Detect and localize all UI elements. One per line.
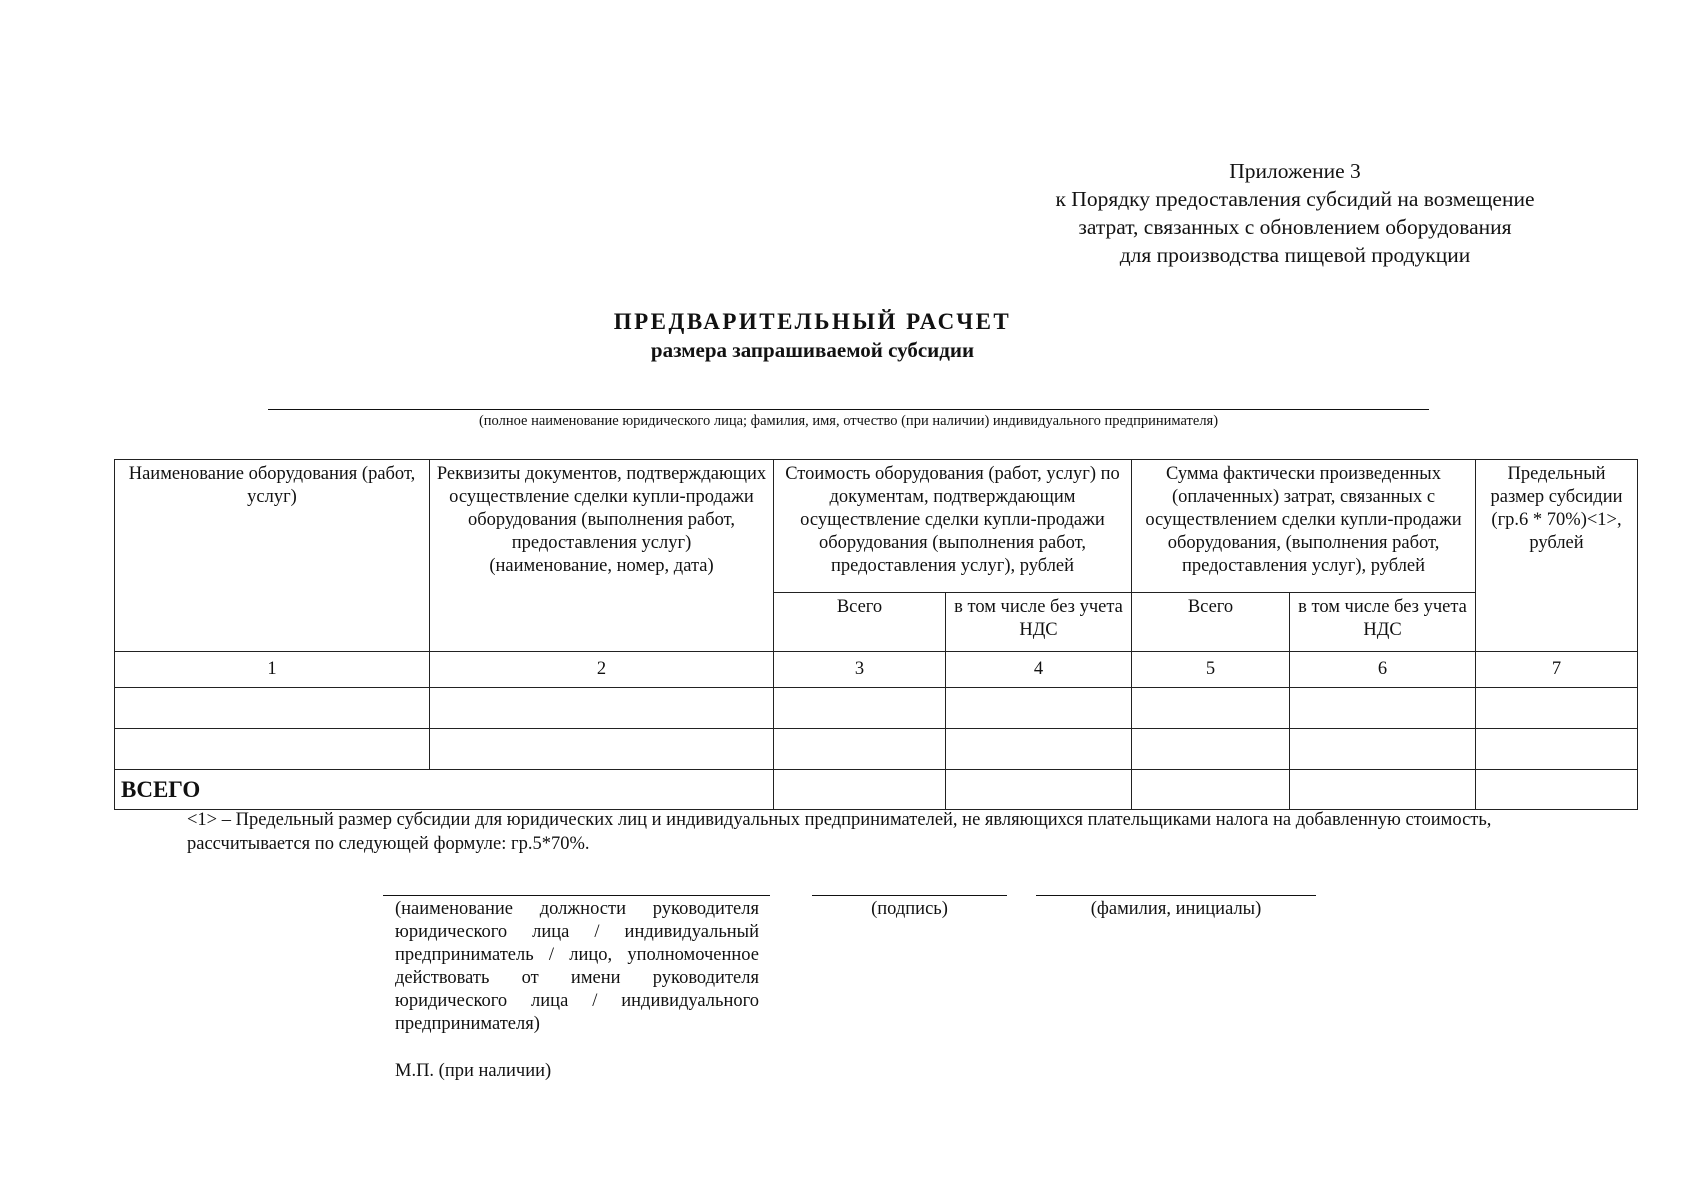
table-cell[interactable] xyxy=(946,729,1132,770)
table-cell[interactable] xyxy=(115,729,430,770)
header-max-subsidy: Предельный размер субсидии (гр.6 * 70%)<1>, рублей xyxy=(1476,460,1638,652)
table-row xyxy=(115,688,1638,729)
header-actual-total: Всего xyxy=(1132,593,1290,652)
header-documents-text: Реквизиты документов, подтверждающих осуществление сделки купли-продажи оборудования (выполнения работ, предоставления услуг) xyxy=(436,464,767,553)
appendix-number: Приложение 3 xyxy=(1229,159,1361,183)
appendix-header xyxy=(1015,157,1575,269)
total-cell[interactable] xyxy=(1290,770,1476,810)
column-number: 1 xyxy=(115,652,430,688)
column-number: 5 xyxy=(1132,652,1290,688)
appendix-line-2: к Порядку предоставления субсидий на возмещение xyxy=(1055,187,1535,211)
table-cell[interactable] xyxy=(1290,688,1476,729)
applicant-name-caption: (полное наименование юридического лица; фамилия, имя, отчество (при наличии) индивидуального предпринимателя) xyxy=(478,413,1219,429)
header-documents-sub: (наименование, номер, дата) xyxy=(489,556,714,576)
table-cell[interactable] xyxy=(1476,688,1638,729)
column-number: 4 xyxy=(946,652,1132,688)
header-cost-total: Всего xyxy=(774,593,946,652)
table-cell[interactable] xyxy=(946,688,1132,729)
full-name-line[interactable] xyxy=(1036,895,1316,896)
total-cell[interactable] xyxy=(774,770,946,810)
signature-line[interactable] xyxy=(812,895,1007,896)
position-caption: (наименование должности руководителя юридического лица / индивидуальный предприниматель / лицо, уполномоченное действовать от имени руководителя юридического лица / индивидуального предпринимателя) xyxy=(395,899,759,1034)
total-row xyxy=(115,770,1638,810)
table-cell[interactable] xyxy=(430,688,774,729)
table-cell[interactable] xyxy=(774,688,946,729)
table-cell[interactable] xyxy=(115,688,430,729)
position-signature-line[interactable] xyxy=(383,895,770,896)
full-name-caption: (фамилия, инициалы) xyxy=(1090,899,1262,919)
total-label: ВСЕГО xyxy=(115,770,774,810)
applicant-name-line[interactable] xyxy=(268,409,1429,410)
document-title: ПРЕДВАРИТЕЛЬНЫЙ РАСЧЕТ xyxy=(613,309,1012,334)
header-equipment-name: Наименование оборудования (работ, услуг) xyxy=(115,460,430,652)
table-cell[interactable] xyxy=(1290,729,1476,770)
subsidy-calculation-table xyxy=(114,459,1638,810)
document-subtitle: размера запрашиваемой субсидии xyxy=(650,338,975,362)
table-cell[interactable] xyxy=(1132,688,1290,729)
table-cell[interactable] xyxy=(430,729,774,770)
total-cell[interactable] xyxy=(946,770,1132,810)
header-actual-costs: Сумма фактически произведенных (оплаченных) затрат, связанных с осуществлением сделки купли-продажи оборудования, (выполнения работ, предоставления услуг), рублей xyxy=(1132,460,1476,593)
column-number: 7 xyxy=(1476,652,1638,688)
column-number: 2 xyxy=(430,652,774,688)
header-actual-without-vat: в том числе без учета НДС xyxy=(1290,593,1476,652)
column-number: 3 xyxy=(774,652,946,688)
stamp-place: М.П. (при наличии) xyxy=(395,1061,552,1081)
header-cost-by-documents: Стоимость оборудования (работ, услуг) по документам, подтверждающим осуществление сделки купли-продажи оборудования (выполнения работ, предоставления услуг), рублей xyxy=(774,460,1132,593)
column-number: 6 xyxy=(1290,652,1476,688)
footnote: <1> – Предельный размер субсидии для юридических лиц и индивидуальных предпринимателей, не являющихся плательщиками налога на добавленную стоимость, рассчитывается по следующей формуле: гр.5*70%. xyxy=(187,810,1492,854)
total-cell[interactable] xyxy=(1132,770,1290,810)
table-cell[interactable] xyxy=(774,729,946,770)
header-cost-without-vat: в том числе без учета НДС xyxy=(946,593,1132,652)
table-cell[interactable] xyxy=(1476,729,1638,770)
header-row-1 xyxy=(115,460,1638,593)
table-row xyxy=(115,729,1638,770)
table-cell[interactable] xyxy=(1132,729,1290,770)
column-numbers-row xyxy=(115,652,1638,688)
header-documents xyxy=(430,460,774,652)
appendix-line-3: затрат, связанных с обновлением оборудования xyxy=(1078,215,1512,239)
total-cell[interactable] xyxy=(1476,770,1638,810)
signature-caption: (подпись) xyxy=(871,899,948,919)
appendix-line-4: для производства пищевой продукции xyxy=(1119,243,1471,267)
